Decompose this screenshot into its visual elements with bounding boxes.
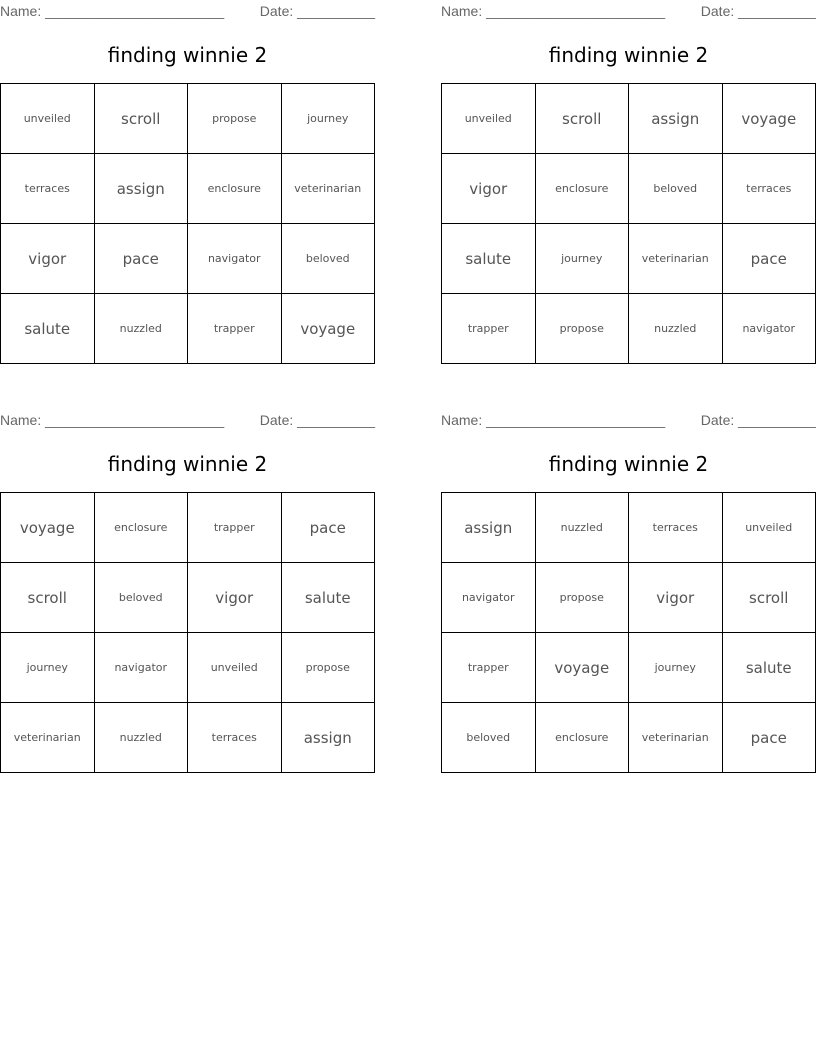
grid-cell: veterinarian [629, 224, 723, 294]
grid-cell: beloved [281, 224, 375, 294]
grid-cell: salute [281, 563, 375, 633]
grid-cell: assign [629, 84, 723, 154]
grid-row [442, 633, 816, 703]
grid-cell: scroll [1, 563, 95, 633]
date-line: Date: __________ [259, 412, 375, 428]
grid-row [442, 703, 816, 773]
grid-cell: beloved [629, 154, 723, 224]
date-line: Date: __________ [700, 412, 816, 428]
name-line: Name: _______________________ [441, 3, 666, 19]
grid-cell: pace [94, 224, 188, 294]
grid-row [442, 493, 816, 563]
grid-cell: journey [281, 84, 375, 154]
grid-cell: terraces [629, 493, 723, 563]
grid-row [442, 84, 816, 154]
grid-cell: navigator [94, 633, 188, 703]
grid-cell: enclosure [94, 493, 188, 563]
grid-cell: salute [442, 224, 536, 294]
grid-cell: enclosure [535, 154, 629, 224]
bingo-card-4 [441, 409, 816, 774]
grid-cell: vigor [188, 563, 282, 633]
grid-row [442, 563, 816, 633]
grid-cell: trapper [188, 493, 282, 563]
card-title: finding winnie 2 [548, 452, 709, 476]
grid-row [442, 224, 816, 294]
card-title: finding winnie 2 [548, 43, 709, 67]
grid-cell: nuzzled [535, 493, 629, 563]
bingo-grid [0, 83, 375, 364]
grid-cell: navigator [442, 563, 536, 633]
bingo-grid [0, 492, 375, 773]
date-line: Date: __________ [700, 3, 816, 19]
grid-cell: voyage [535, 633, 629, 703]
grid-cell: journey [629, 633, 723, 703]
grid-cell: propose [281, 633, 375, 703]
grid-cell: salute [1, 294, 95, 364]
grid-cell: voyage [281, 294, 375, 364]
bingo-grid [441, 492, 816, 773]
grid-cell: beloved [94, 563, 188, 633]
grid-row [1, 563, 375, 633]
date-line: Date: __________ [259, 3, 375, 19]
grid-row [1, 493, 375, 563]
grid-row [1, 224, 375, 294]
grid-cell: unveiled [722, 493, 816, 563]
grid-cell: salute [722, 633, 816, 703]
grid-cell: trapper [188, 294, 282, 364]
card-title: finding winnie 2 [107, 43, 268, 67]
grid-row [1, 84, 375, 154]
grid-cell: nuzzled [94, 703, 188, 773]
grid-cell: unveiled [188, 633, 282, 703]
grid-cell: propose [535, 294, 629, 364]
grid-cell: assign [94, 154, 188, 224]
grid-row [1, 633, 375, 703]
grid-row [1, 154, 375, 224]
grid-cell: unveiled [442, 84, 536, 154]
grid-cell: nuzzled [629, 294, 723, 364]
grid-cell: vigor [629, 563, 723, 633]
grid-cell: trapper [442, 294, 536, 364]
grid-cell: unveiled [1, 84, 95, 154]
name-line: Name: _______________________ [0, 412, 225, 428]
grid-cell: veterinarian [281, 154, 375, 224]
name-line: Name: _______________________ [0, 3, 225, 19]
grid-cell: vigor [442, 154, 536, 224]
grid-cell: assign [281, 703, 375, 773]
grid-cell: terraces [722, 154, 816, 224]
grid-cell: scroll [535, 84, 629, 154]
grid-cell: beloved [442, 703, 536, 773]
grid-row [442, 154, 816, 224]
grid-cell: propose [188, 84, 282, 154]
bingo-card-3 [0, 409, 375, 774]
grid-row [442, 294, 816, 364]
name-line: Name: _______________________ [441, 412, 666, 428]
grid-cell: voyage [1, 493, 95, 563]
grid-cell: scroll [722, 563, 816, 633]
grid-cell: assign [442, 493, 536, 563]
grid-cell: trapper [442, 633, 536, 703]
grid-row [1, 703, 375, 773]
grid-cell: navigator [722, 294, 816, 364]
grid-cell: terraces [1, 154, 95, 224]
grid-row [1, 294, 375, 364]
bingo-card-2 [441, 0, 816, 365]
grid-cell: veterinarian [629, 703, 723, 773]
grid-cell: journey [1, 633, 95, 703]
grid-cell: navigator [188, 224, 282, 294]
grid-cell: terraces [188, 703, 282, 773]
grid-cell: vigor [1, 224, 95, 294]
grid-cell: pace [281, 493, 375, 563]
grid-cell: enclosure [535, 703, 629, 773]
grid-cell: journey [535, 224, 629, 294]
grid-cell: pace [722, 703, 816, 773]
bingo-card-1 [0, 0, 375, 365]
grid-cell: propose [535, 563, 629, 633]
card-title: finding winnie 2 [107, 452, 268, 476]
grid-cell: veterinarian [1, 703, 95, 773]
bingo-grid [441, 83, 816, 364]
grid-cell: nuzzled [94, 294, 188, 364]
grid-cell: voyage [722, 84, 816, 154]
grid-cell: pace [722, 224, 816, 294]
grid-cell: enclosure [188, 154, 282, 224]
grid-cell: scroll [94, 84, 188, 154]
